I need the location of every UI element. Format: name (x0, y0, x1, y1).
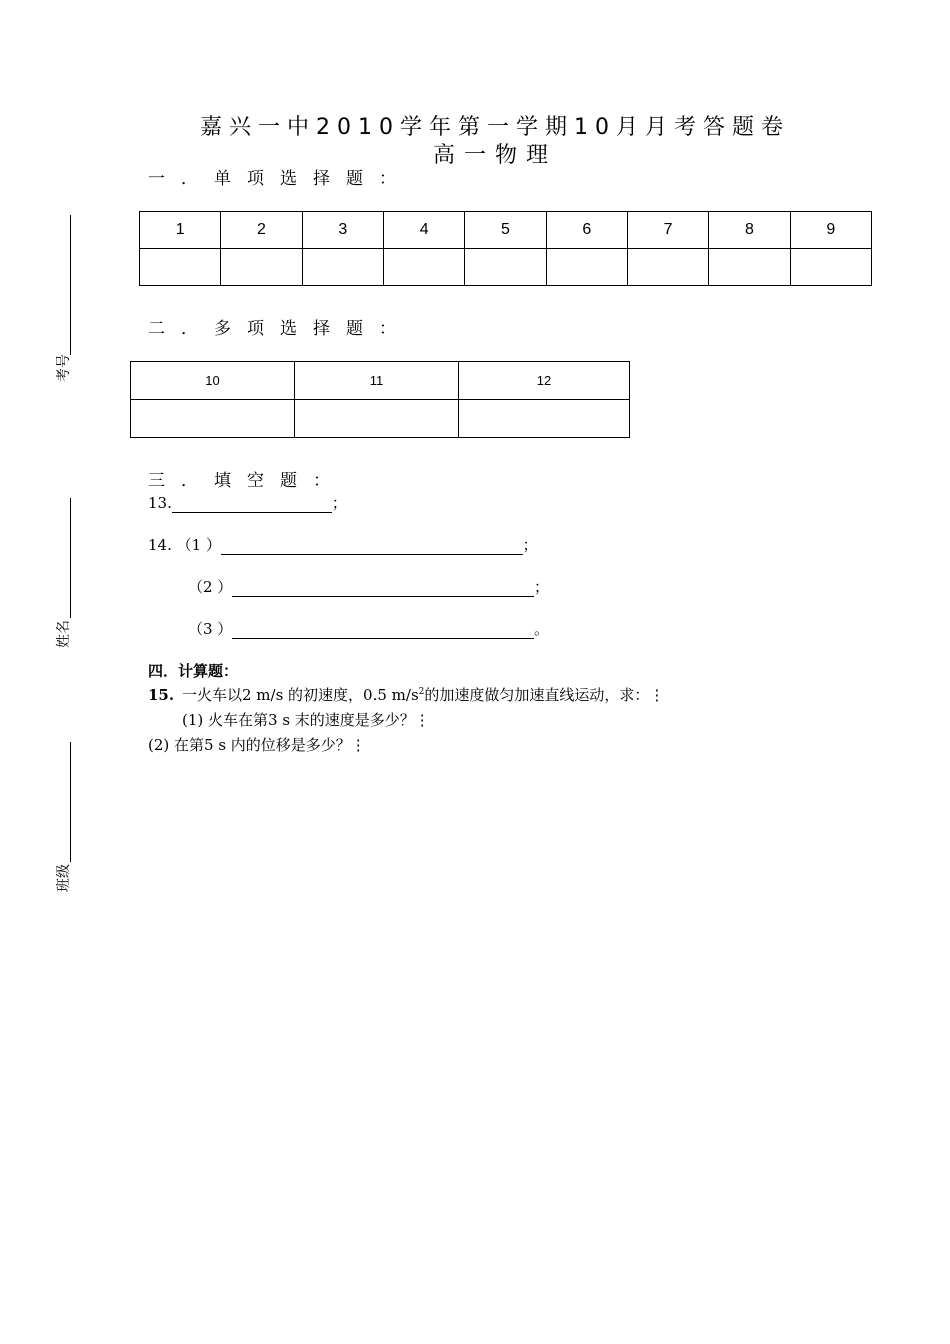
part-end: 。 (534, 620, 550, 638)
question-13-blank[interactable] (172, 496, 332, 513)
question-15-sub-2: (2) 在第5 s 内的位移是多少？⋮ (148, 736, 366, 754)
part-label: （1 ） (176, 536, 221, 554)
answer-cell[interactable] (465, 249, 546, 286)
question-number-cell: 9 (790, 212, 871, 249)
answer-cell[interactable] (131, 400, 295, 438)
answer-cell[interactable] (140, 249, 221, 286)
question-15-sub-1: (1) 火车在第3 s 末的速度是多少？⋮ (182, 711, 430, 729)
table-header-row (131, 362, 630, 400)
question-13-end: ； (331, 494, 347, 512)
question-14-blank-2[interactable] (232, 580, 534, 597)
question-number-cell: 4 (383, 212, 464, 249)
part-end: ； (522, 536, 538, 554)
question-number-cell: 2 (221, 212, 302, 249)
answer-cell[interactable] (709, 249, 790, 286)
question-number-cell: 8 (709, 212, 790, 249)
name-label: 姓名 (56, 620, 72, 648)
question-number-cell: 12 (459, 362, 630, 400)
section-calculation: 四．计算题： (148, 662, 239, 680)
question-number-cell: 6 (546, 212, 627, 249)
section-fill-blank: 三．填空题： (148, 471, 346, 491)
multi-choice-answer-table (130, 361, 630, 438)
question-15 (148, 684, 664, 705)
answer-cell[interactable] (302, 249, 383, 286)
part-end: ； (534, 578, 550, 596)
question-15-text-cont: 的加速度做匀加速直线运动，求：⋮ (424, 686, 665, 704)
question-14-part-3 (188, 618, 549, 639)
question-number-cell: 7 (627, 212, 708, 249)
class-line (70, 742, 71, 862)
page-subtitle: 高一物理 (432, 143, 557, 168)
question-13 (148, 492, 347, 513)
question-14-blank-1[interactable] (221, 538, 523, 555)
superscript: 2 (418, 687, 425, 697)
answer-cell[interactable] (546, 249, 627, 286)
part-label: （2 ） (188, 578, 233, 596)
question-number-cell: 10 (131, 362, 295, 400)
exam-number-label: 考号 (56, 354, 72, 382)
question-14-part-1 (148, 534, 538, 555)
section-single-choice: 一．单项选择题： (148, 169, 412, 189)
question-number-cell: 11 (295, 362, 459, 400)
table-header-row (140, 212, 872, 249)
answer-cell[interactable] (627, 249, 708, 286)
section-multi-choice: 二．多项选择题： (148, 319, 412, 339)
answer-cell[interactable] (459, 400, 630, 438)
answer-cell[interactable] (295, 400, 459, 438)
exam-number-line (70, 215, 71, 355)
question-13-number: 13. (148, 494, 172, 512)
question-number-cell: 1 (140, 212, 221, 249)
question-14-part-2 (188, 576, 549, 597)
page-title: 嘉兴一中2010学年第一学期10月月考答题卷 (200, 115, 790, 140)
question-14-number: 14. (148, 536, 172, 554)
answer-row[interactable] (131, 400, 630, 438)
question-15-number: 15. (148, 686, 175, 704)
question-15-text: 一火车以2 m/s 的初速度，0.5 m/s (182, 686, 419, 704)
answer-row[interactable] (140, 249, 872, 286)
question-14-blank-3[interactable] (232, 622, 534, 639)
question-number-cell: 5 (465, 212, 546, 249)
question-number-cell: 3 (302, 212, 383, 249)
single-choice-answer-table (139, 211, 872, 286)
class-label: 班级 (56, 864, 72, 892)
answer-cell[interactable] (383, 249, 464, 286)
name-line (70, 498, 71, 618)
answer-cell[interactable] (790, 249, 871, 286)
part-label: （3 ） (188, 620, 233, 638)
answer-cell[interactable] (221, 249, 302, 286)
